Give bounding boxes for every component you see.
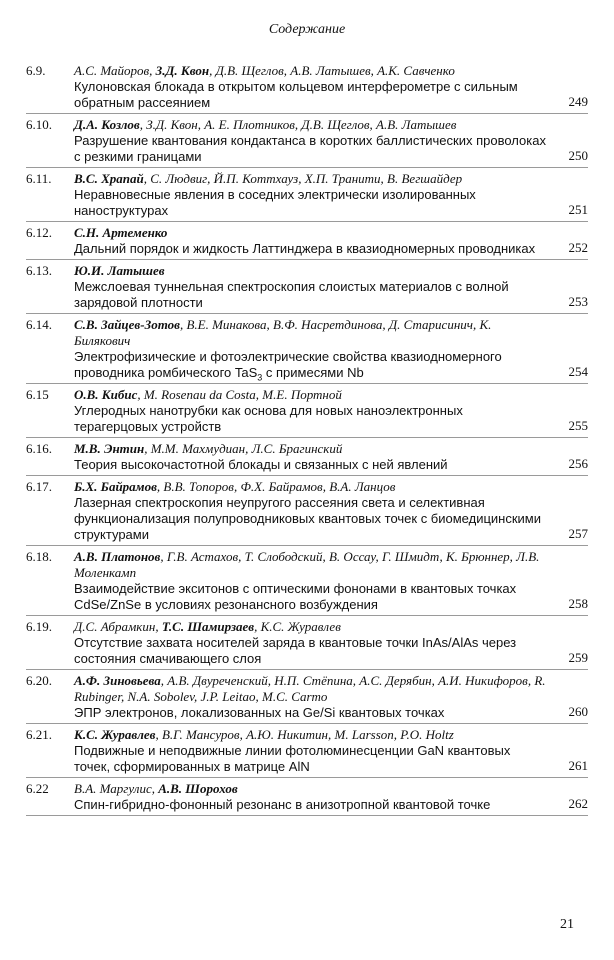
entry-page-number: 257: [568, 526, 588, 541]
toc-entry: [26, 314, 588, 384]
entry-page-number: 254: [568, 364, 588, 379]
author-name: А.В. Шорохов: [158, 781, 238, 796]
title-text: Спин-гибридно-фононный резонанс в анизотропной квантовой точке: [74, 797, 491, 812]
title-text: Теория высокочастотной блокады и связанных с ней явлений: [74, 457, 448, 472]
author-name: M.C. Carmo: [262, 689, 328, 704]
author-name: Т. Слободский: [244, 549, 323, 564]
entry-page-number: 251: [568, 202, 588, 217]
entry-authors: В.А. Маргулис, А.В. Шорохов: [74, 781, 238, 796]
entry-number: 6.18.: [26, 549, 52, 564]
toc-entry: [26, 168, 588, 222]
entry-page-number: 250: [568, 148, 588, 163]
title-text: с примесями Nb: [262, 365, 364, 380]
entry-page-number: 259: [568, 650, 588, 665]
author-name: В.А. Маргулис: [74, 781, 152, 796]
author-name: С. Людвиг: [150, 171, 208, 186]
entry-title: [74, 79, 546, 111]
title-text: Углеродных нанотрубки как основа для новых наноэлектронных терагерцовых устройств: [74, 403, 463, 434]
entry-number: 6.19.: [26, 619, 52, 634]
toc-entry: [26, 60, 588, 114]
author-name: Д.С. Абрамкин: [74, 619, 156, 634]
author-name: З.Д. Квон: [146, 117, 198, 132]
author-name: Б.Х. Байрамов: [74, 479, 157, 494]
author-name: M. Larsson: [334, 727, 394, 742]
author-name: А.В. Платонов: [74, 549, 161, 564]
entry-number: 6.17.: [26, 479, 52, 494]
entry-title: [74, 495, 546, 543]
author-name: Т.С. Шамирзаев: [161, 619, 255, 634]
entry-number: 6.20.: [26, 673, 52, 688]
entry-number: 6.13.: [26, 263, 52, 278]
author-name: З.Д. Квон: [155, 63, 210, 78]
entry-title: [74, 279, 546, 311]
title-text: Электрофизические и фотоэлектрические свойства квазиодномерного проводника ромбического TaS: [74, 349, 502, 380]
author-name: В. Оссау: [328, 549, 376, 564]
title-text: Лазерная спектроскопия неупругого рассеяния света и селективная функционализация полупроводниковых квантовых точек с биомедицинскими структурами: [74, 495, 542, 542]
entry-page-number: 249: [568, 94, 588, 109]
table-of-contents: [26, 60, 588, 816]
title-text: Неравновесные явления в соседних электрически изолированных наноструктурах: [74, 187, 476, 218]
author-name: М.В. Энтин: [74, 441, 145, 456]
author-name: Х.П. Транити: [304, 171, 381, 186]
author-name: К.С. Журавлев: [74, 727, 156, 742]
author-name: С.Н. Артеменко: [74, 225, 168, 240]
entry-number: 6.15: [26, 387, 49, 402]
entry-title: [74, 349, 546, 381]
author-name: В.С. Храпай: [74, 171, 144, 186]
author-name: Ю.И. Латышев: [74, 263, 165, 278]
author-name: J.P. Leitao: [200, 689, 256, 704]
toc-entry: [26, 670, 588, 724]
title-text: Разрушение квантования кондактанса в коротких баллистических проволоках с резкими границами: [74, 133, 546, 164]
title-text: ЭПР электронов, локализованных на Ge/Si квантовых точках: [74, 705, 445, 720]
title-text: Отсутствие захвата носителей заряда в квантовые точки InAs/AlAs через состояния смачивающего слоя: [74, 635, 517, 666]
author-name: К.С. Журавлев: [260, 619, 341, 634]
author-name: К. Брюннер: [446, 549, 510, 564]
entry-number: 6.10.: [26, 117, 52, 132]
toc-entry: [26, 260, 588, 314]
author-name: А.С. Майоров: [74, 63, 150, 78]
author-name: А.С. Дерябин: [359, 673, 432, 688]
entry-authors: О.В. Кибис, M. Rosenau da Costa, М.Е. Портной: [74, 387, 342, 402]
author-name: Г.В. Астахов: [166, 549, 239, 564]
author-name: А.В. Двуреченский: [167, 673, 268, 688]
author-name: В. Вегшайдер: [387, 171, 463, 186]
toc-entry: [26, 114, 588, 168]
author-name: К. Билякович: [74, 317, 492, 348]
author-name: P.O. Holtz: [400, 727, 454, 742]
author-name: А.К. Савченко: [377, 63, 455, 78]
author-name: В.Ф. Насретдинова: [273, 317, 383, 332]
entry-authors: [74, 263, 546, 279]
author-name: Г. Шмидт: [381, 549, 440, 564]
author-name: В.В. Топоров: [163, 479, 234, 494]
author-name: А.Ю. Никитин: [246, 727, 329, 742]
author-name: Л.В. Моленкамп: [74, 549, 540, 580]
author-name: А.И. Никифоров: [438, 673, 528, 688]
author-name: N.A. Sobolev: [127, 689, 195, 704]
author-name: Ф.Х. Байрамов: [240, 479, 323, 494]
author-name: Л.С. Брагинский: [251, 441, 343, 456]
author-name: Д.В. Щеглов: [301, 117, 370, 132]
title-text: Взаимодействие экситонов с оптическими фононами в квантовых точках CdSe/ZnSe в условиях резонансного возбуждения: [74, 581, 517, 612]
title-subscript: 3: [257, 372, 263, 383]
author-name: R. Rubinger: [74, 673, 546, 704]
entry-number: 6.14.: [26, 317, 52, 332]
entry-page-number: 253: [568, 294, 588, 309]
toc-entry: [26, 616, 588, 670]
author-name: М.М. Махмудиан: [150, 441, 246, 456]
entry-number: 6.11.: [26, 171, 52, 186]
author-name: Й.П. Коттхауз: [213, 171, 299, 186]
entry-page-number: 260: [568, 704, 588, 719]
author-name: Д. Старисинич: [388, 317, 473, 332]
entry-authors: М.В. Энтин, М.М. Махмудиан, Л.С. Брагинский: [74, 441, 343, 456]
entry-title: [74, 797, 546, 813]
entry-authors: С.В. Зайцев-Зотов, В.Е. Минакова, В.Ф. Насретдинова, Д. Старисинич, К. Билякович: [74, 317, 492, 348]
author-name: В.А. Ланцов: [329, 479, 396, 494]
entry-title: [74, 133, 546, 165]
entry-page-number: 255: [568, 418, 588, 433]
entry-authors: Д.А. Козлов, З.Д. Квон, А. Е. Плотников, Д.В. Щеглов, А.В. Латышев: [74, 117, 457, 132]
author-name: В.Е. Минакова: [186, 317, 267, 332]
title-text: Подвижные и неподвижные линии фотолюминесценции GaN квантовых точек, сформированных в матрице AlN: [74, 743, 511, 774]
entry-title: [74, 457, 546, 473]
author-name: Д.В. Щеглов: [215, 63, 284, 78]
author-name: M. Rosenau da Costa: [143, 387, 256, 402]
entry-authors: К.С. Журавлев, В.Г. Мансуров, А.Ю. Никитин, M. Larsson, P.O. Holtz: [74, 727, 454, 742]
entry-number: 6.12.: [26, 225, 52, 240]
author-name: А.В. Латышев: [376, 117, 457, 132]
entry-title: [74, 705, 546, 721]
page-title: Содержание: [268, 22, 346, 37]
entry-number: 6.9.: [26, 63, 46, 78]
entry-title: [74, 241, 546, 257]
toc-entry: [26, 476, 588, 546]
entry-title: [74, 187, 546, 219]
entry-page-number: 261: [568, 758, 588, 773]
title-text: Кулоновская блокада в открытом кольцевом интерферометре с сильным обратным рассеянием: [74, 79, 518, 110]
entry-authors: Б.Х. Байрамов, В.В. Топоров, Ф.Х. Байрамов, В.А. Ланцов: [74, 479, 396, 494]
toc-entry: [26, 222, 588, 260]
entry-authors: [74, 225, 546, 241]
entry-authors: А.Ф. Зиновьева, А.В. Двуреченский, Н.П. Стёпина, А.С. Дерябин, А.И. Никифоров, R. Rubinger, N.A. Sobolev, J.P. Leitao, M.C. Carmo: [74, 673, 546, 704]
entry-number: 6.22: [26, 781, 49, 796]
title-text: Дальний порядок и жидкость Латтинджера в квазиодномерных проводниках: [74, 241, 536, 256]
entry-page-number: 256: [568, 456, 588, 471]
author-name: А.В. Латышев: [290, 63, 371, 78]
entry-authors: А.С. Майоров, З.Д. Квон, Д.В. Щеглов, А.В. Латышев, А.К. Савченко: [74, 63, 455, 78]
entry-number: 6.21.: [26, 727, 52, 742]
author-name: Н.П. Стёпина: [274, 673, 353, 688]
toc-entry: [26, 724, 588, 778]
author-name: В.Г. Мансуров: [161, 727, 240, 742]
entry-authors: А.В. Платонов, Г.В. Астахов, Т. Слободский, В. Оссау, Г. Шмидт, К. Брюннер, Л.В. Моленкамп: [74, 549, 540, 580]
toc-entry: [26, 778, 588, 816]
entry-authors: В.С. Храпай, С. Людвиг, Й.П. Коттхауз, Х.П. Транити, В. Вегшайдер: [74, 171, 463, 186]
entry-title: [74, 635, 546, 667]
toc-entry: [26, 546, 588, 616]
author-name: Д.А. Козлов: [74, 117, 140, 132]
entry-authors: Д.С. Абрамкин, Т.С. Шамирзаев, К.С. Журавлев: [74, 619, 341, 634]
author-name: О.В. Кибис: [74, 387, 138, 402]
entry-page-number: 252: [568, 240, 588, 255]
entry-title: [74, 403, 546, 435]
author-name: М.Е. Портной: [262, 387, 342, 402]
title-text: Межслоевая туннельная спектроскопия слоистых материалов с волной зарядовой плотности: [74, 279, 509, 310]
author-name: А. Е. Плотников: [204, 117, 295, 132]
entry-title: [74, 581, 546, 613]
entry-page-number: 258: [568, 596, 588, 611]
toc-entry: [26, 438, 588, 476]
entry-number: 6.16.: [26, 441, 52, 456]
entry-page-number: 262: [568, 796, 588, 811]
author-name: С.В. Зайцев-Зотов: [74, 317, 180, 332]
toc-entry: [26, 384, 588, 438]
page-number: 21: [560, 917, 574, 932]
author-name: А.Ф. Зиновьева: [74, 673, 161, 688]
entry-title: [74, 743, 546, 775]
